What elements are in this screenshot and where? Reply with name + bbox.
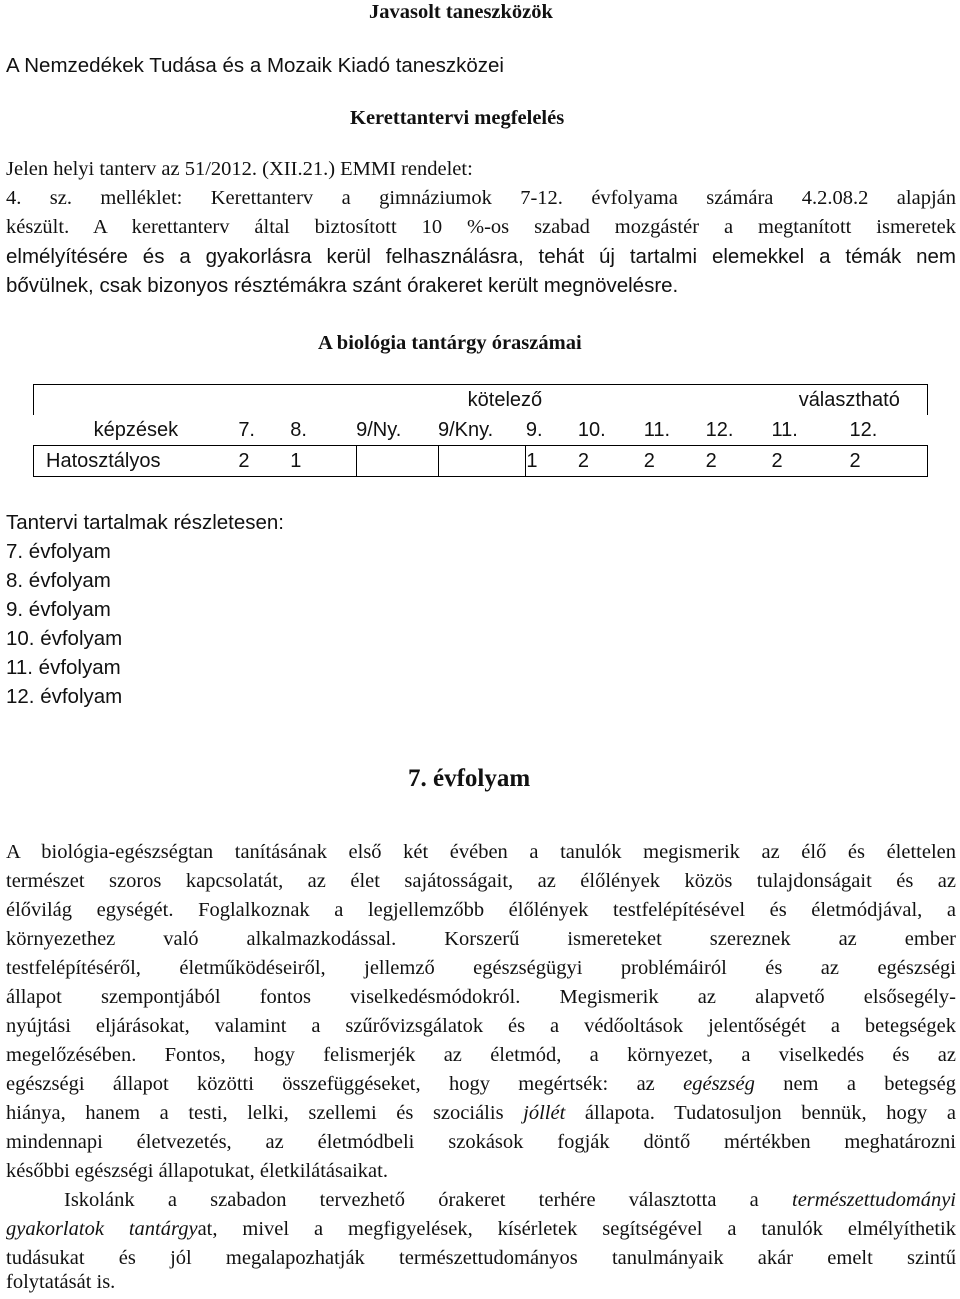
list-item: 9. évfolyam — [6, 598, 111, 621]
p2-line — [64, 1186, 956, 1215]
p1-text: egészségi állapot közötti összefüggéseket, hogy megértsék: az — [6, 1073, 684, 1095]
contents-list — [6, 537, 122, 711]
row-header-label: képzések — [34, 415, 239, 446]
intro-line-3: készült. A kerettanterv által biztosított 10 %-os szabad mozgástér a megtanított ismeretek — [6, 216, 956, 238]
table-cell — [438, 446, 526, 477]
table-cell: 2 — [706, 446, 772, 477]
p1-line — [6, 1099, 956, 1128]
table-cell: 2 — [849, 446, 927, 477]
grade7-heading: 7. évfolyam — [408, 765, 531, 792]
p1-line: állapot szempontjából fontos viselkedésmódokról. Megismerik az alapvető elsősegély- — [6, 986, 956, 1008]
group-mandatory: kötelező — [238, 385, 771, 416]
p1-line — [6, 1070, 956, 1099]
column-header: 12. — [849, 415, 927, 446]
list-item: 11. évfolyam — [6, 656, 121, 679]
hours-table — [33, 384, 928, 477]
p1-text: állapota. Tudatosuljon bennük, hogy a — [565, 1102, 956, 1124]
p1-text: hiánya, hanem a testi, lelki, szellemi és szociális — [6, 1102, 524, 1124]
table-cell: 2 — [772, 446, 850, 477]
p1-line: környezethez való alkalmazkodással. Korszerű ismereteket szereznek az ember — [6, 928, 956, 950]
list-item: 10. évfolyam — [6, 627, 123, 650]
column-header: 11. — [772, 415, 850, 446]
p2-line: folytatását is. — [6, 1271, 116, 1293]
p1-line: későbbi egészségi állapotukat, életkilátásaikat. — [6, 1160, 388, 1182]
p2-line: tudásukat és jól megalapozhatják természettudományos tanulmányaik akár emelt szintű — [6, 1247, 956, 1269]
contents-heading: Tantervi tartalmak részletesen: — [6, 511, 285, 534]
publisher-line: A Nemzedékek Tudása és a Mozaik Kiadó taneszközei — [6, 54, 504, 77]
p1-line: természet szoros kapcsolatát, az élet sajátosságait, az élőlények közös tulajdonságait és az — [6, 870, 956, 892]
emphasis-egeszseg: egészség — [683, 1073, 755, 1095]
p1-line: élővilág egységét. Foglalkoznak a legjellemzőbb élőlények testfelépítésével és életmódjával, a — [6, 899, 956, 921]
list-item: 8. évfolyam — [6, 569, 111, 592]
p1-line: megelőzésében. Fontos, hogy felismerjék az életmód, a környezet, a viselkedés és az — [6, 1044, 956, 1066]
table-cell: 2 — [644, 446, 706, 477]
group-optional: választható — [772, 385, 928, 416]
emphasis-subject: természettudományi — [792, 1189, 956, 1211]
list-item: 7. évfolyam — [6, 540, 111, 563]
column-header: 11. — [644, 415, 706, 446]
column-header: 9/Ny. — [356, 415, 438, 446]
column-header: 9. — [526, 415, 578, 446]
table-cell: 2 — [238, 446, 290, 477]
p1-text: nem a betegség — [754, 1073, 956, 1095]
column-header: 12. — [706, 415, 772, 446]
p2-line — [6, 1215, 956, 1244]
table-row — [34, 446, 928, 477]
table-cell — [356, 446, 438, 477]
p1-line: testfelépítéséről, életműködéseiről, jellemző egészségügyi problémáiról és az egészségi — [6, 957, 956, 979]
intro-line-2: 4. sz. melléklet: Kerettanterv a gimnáziumok 7-12. évfolyama számára 4.2.08.2 alapján — [6, 187, 956, 209]
intro-line-1: Jelen helyi tanterv az 51/2012. (XII.21.) EMMI rendelet: — [6, 158, 473, 180]
column-header: 9/Kny. — [438, 415, 526, 446]
p2-text: at, mivel a megfigyelések, kísérletek segítségével a tanulók elmélyíthetik — [197, 1218, 956, 1240]
table-group-row — [34, 385, 928, 416]
hours-table-title: A biológia tantárgy óraszámai — [318, 332, 582, 354]
column-header: 7. — [238, 415, 290, 446]
column-header: 8. — [290, 415, 356, 446]
table-cell: 2 — [578, 446, 644, 477]
p2-text: Iskolánk a szabadon tervezhető órakeret terhére választotta a — [64, 1189, 793, 1211]
intro-line-4: elmélyítésére és a gyakorlásra kerül felhasználásra, tehát új tartalmi elemekkel a témák nem — [6, 245, 956, 268]
p1-line: nyújtási eljárásokat, valamint a szűrővizsgálatok és a védőoltások jelentőségét a betegségek — [6, 1015, 956, 1037]
table-cell: 1 — [526, 446, 578, 477]
table-cell: 1 — [290, 446, 356, 477]
intro-line-5: bővülnek, csak bizonyos résztémákra szánt órakeret került megnövelésre. — [6, 274, 679, 297]
table-header-row — [34, 415, 928, 446]
emphasis-jollet: jóllét — [523, 1102, 566, 1124]
column-header: 10. — [578, 415, 644, 446]
emphasis-subject: gyakorlatok tantárgy — [6, 1218, 198, 1240]
p1-line: A biológia-egészségtan tanításának első két évében a tanulók megismerik az élő és élettelen — [6, 841, 956, 863]
list-item: 12. évfolyam — [6, 685, 123, 708]
page-title: Javasolt taneszközök — [369, 1, 553, 23]
section-title: Kerettantervi megfelelés — [350, 107, 565, 129]
p1-line: mindennapi életvezetés, az életmódbeli szokások fogják döntő mértékben meghatározni — [6, 1131, 956, 1153]
row-label: Hatosztályos — [34, 446, 239, 477]
